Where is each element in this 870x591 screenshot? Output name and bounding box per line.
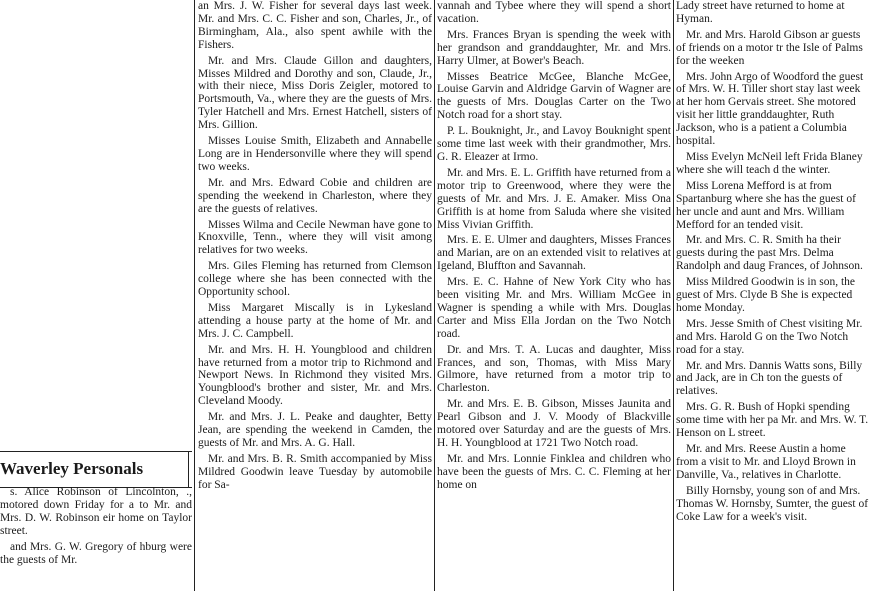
- news-item: Mr. and Mrs. Lonnie Finklea and children who have been the guests of Mrs. C. C. Fleming at her home on: [437, 452, 671, 491]
- news-item: Mr. and Mrs. H. H. Youngblood and children have returned from a motor trip to Richmond and Newport News. In Richmond they visited Mrs. Youngblood's brother and sister, Mr. and Mrs. Cleveland Moody.: [198, 343, 432, 408]
- news-item: Mr. and Mrs. E. L. Griffith have returned from a motor trip to Greenwood, where they were the guests of Mr. and Mrs. J. E. Amaker. Miss Ona Griffith is at home from Saluda where she visited Miss Vivian Griffith.: [437, 166, 671, 231]
- news-item: Mrs. E. E. Ulmer and daughters, Misses Frances and Marian, are on an extended visit to relatives at Igeland, Bluffton and Savannah.: [437, 234, 671, 273]
- news-item: Mrs. E. C. Hahne of New York City who has been visiting Mr. and Mrs. William McGee in Wagner is spending a while with Mrs. Douglas Carter and Miss Ella Jordan on the Two Notch road.: [437, 276, 671, 340]
- news-item: Mrs. Jesse Smith of Chest visiting Mr. and Mrs. Harold G on the Two Notch road for a stay.: [676, 317, 863, 356]
- column-rule: [434, 0, 435, 591]
- news-item: Lady street have returned to home at Hyman.: [676, 0, 845, 25]
- news-item: vannah and Tybee where they will spend a short vacation.: [437, 0, 671, 25]
- waverley-column: [0, 450, 192, 569]
- news-item: Misses Louise Smith, Elizabeth and Annabelle Long are in Hendersonville where they will spend two weeks.: [198, 135, 432, 173]
- news-item: Mr. and Mrs. J. L. Peake and daughter, Betty Jean, are spending the weekend in Camden, the guests of Mr. and Mrs. A. G. Hall.: [198, 411, 432, 449]
- news-item: P. L. Bouknight, Jr., and Lavoy Bouknight spent some time last week with their grandmother, Mrs. G. R. Eleazer at Irmo.: [437, 125, 671, 163]
- news-item: Mrs. Frances Bryan is spending the week with her grandson and granddaughter, Mr. and Mrs. Harry Ulmer, at Bower's Beach.: [437, 28, 671, 67]
- news-item: Mr. and Mrs. C. R. Smith ha their guests during the past Mrs. Delma Randolph and daug Frances, of Johnson.: [676, 234, 863, 273]
- news-item: Miss Evelyn McNeil left Frida Blaney where she will teach d the winter.: [676, 150, 863, 176]
- news-column-1: [198, 0, 432, 495]
- news-item: Mrs. Giles Fleming has returned from Clemson college where she has been connected with the Opportunity school.: [198, 260, 432, 299]
- news-item: Miss Mildred Goodwin is in son, the guest of Mrs. Clyde B She is expected home Monday.: [676, 276, 855, 314]
- news-item: Miss Lorena Mefford is at from Spartanburg where she has the guest of her uncle and aunt and Mrs. William Mefford for an tended visit.: [676, 179, 856, 231]
- news-item: Mr. and Mrs. E. B. Gibson, Misses Jaunita and Pearl Gibson and J. V. Moody of Blackville motored over Saturday and are the guests of Mrs. H. H. Youngblood at 1721 Two Notch road.: [437, 398, 671, 449]
- column-rule: [673, 0, 674, 591]
- news-item: Mrs. G. R. Bush of Hopki spending some time with her pa Mr. and Mrs. W. T. Henson on L street.: [676, 401, 869, 440]
- news-column-3: [676, 0, 870, 526]
- news-item: Mr. and Mrs. B. R. Smith accompanied by Miss Mildred Goodwin leave Tuesday by automobile for Sa-: [198, 452, 432, 491]
- news-item: Mr. and Mrs. Claude Gillon and daughters, Misses Mildred and Dorothy and son, Claude, Jr., with their niece, Miss Doris Zeigler, motored to Portsmouth, Va., where they are the guests of Mrs. Tyler Hatchell and Mrs. Ernest Hatchell, sisters of Mrs. Gillion.: [198, 54, 432, 132]
- column-rule: [194, 0, 195, 591]
- news-item: Misses Wilma and Cecile Newman have gone to Knoxville, Tenn., where they will visit among relatives for two weeks.: [198, 218, 432, 257]
- news-item: Mrs. John Argo of Woodford the guest of Mrs. W. H. Tiller short stay last week at her hom Gervais street. She motored visit her little granddaughter, Ruth Jackson, who is a patient a Columbia hospital.: [676, 70, 864, 148]
- news-item: Mr. and Mrs. Edward Cobie and children are spending the weekend in Charleston, where they are the guests of relatives.: [198, 176, 432, 215]
- news-item: an Mrs. J. W. Fisher for several days last week. Mr. and Mrs. C. C. Fisher and son, Charles, Jr., of Birmingham, Ala., also spent awhile with the Fishers.: [198, 0, 432, 51]
- news-item: Billy Hornsby, young son of and Mrs. Thomas W. Hornsby, Sumter, the guest of Coke Law for a week's visit.: [676, 484, 869, 523]
- news-item: Mr. and Mrs. Reese Austin a home from a visit to Mr. and Lloyd Brown in Danville, Va., relatives in Charlotte.: [676, 443, 856, 481]
- news-column-2: [437, 0, 671, 495]
- news-item: Misses Beatrice McGee, Blanche McGee, Louise Garvin and Aldridge Garvin of Wagner are the guests of Mrs. Douglas Carter on the Two Notch road for a short stay.: [437, 70, 671, 122]
- news-item: s. Alice Robinson of Lincolnton, ., motored down Friday for a to Mr. and Mrs. D. W. Robinson eir home on Taylor street.: [0, 486, 192, 537]
- news-item: Dr. and Mrs. T. A. Lucas and daughter, Miss Frances, and son, Thomas, with Miss Mary Gilmore, have returned from a motor trip to Charleston.: [437, 343, 671, 395]
- section-heading: Waverley Personals: [0, 459, 144, 478]
- news-item: Mr. and Mrs. Harold Gibson ar guests of friends on a motor tr the Isle of Palms for the weeken: [676, 28, 863, 67]
- news-item: Miss Margaret Miscally is in Lykesland attending a house party at the home of Mr. and Mrs. J. C. Campbell.: [198, 301, 432, 340]
- news-item: and Mrs. G. W. Gregory of hburg were the guests of Mr.: [0, 540, 192, 566]
- news-item: Mr. and Mrs. Dannis Watts sons, Billy and Jack, are in Ch ton the guests of relatives.: [676, 359, 863, 398]
